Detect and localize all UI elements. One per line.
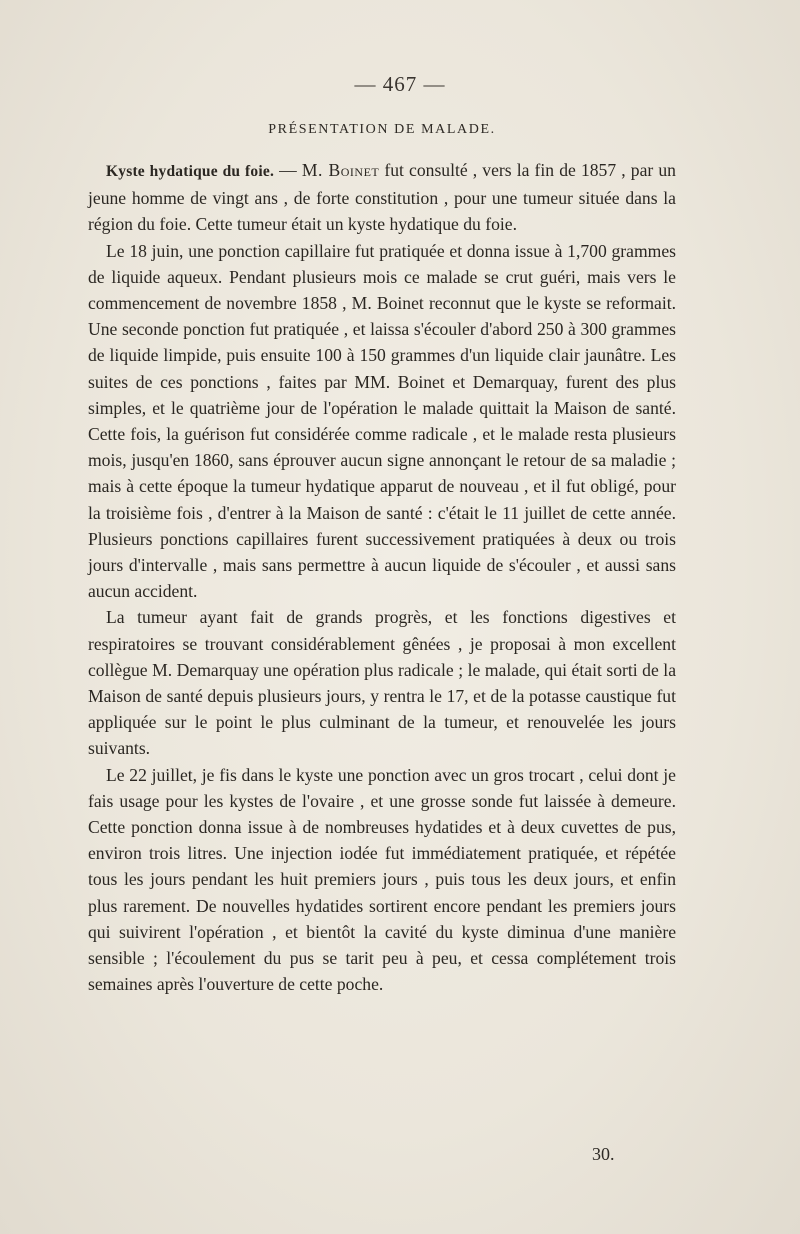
page-number: — 467 —: [354, 72, 446, 96]
lead-dash: —: [279, 160, 297, 180]
paragraph-3: La tumeur ayant fait de grands progrès, et les fonctions digestives et respiratoires se trouvant considérablement gênées , je proposai à mon excellent collègue M. Demarquay une opération plus radicale ; le malade, qui était sorti de la Maison de santé depuis plusieurs jours, y rentra le 17, et de la potasse caustique fut appliquée sur le point le plus culminant de la tumeur, et renouvelée les jours suivants.: [88, 607, 676, 759]
author-name: M. Boinet: [301, 160, 380, 180]
paragraph-2: Le 18 juin, une ponction capillaire fut pratiquée et donna issue à 1,700 grammes de liquide aqueux. Pendant plusieurs mois ce malade se crut guéri, mais vers le commencement de novembre 1858 , M. Boinet reconnut que le kyste se reformait. Une seconde ponction fut pratiquée , et laissa s'écouler d'abord 250 à 300 grammes de liquide limpide, puis ensuite 100 à 150 grammes d'un liquide clair jaunâtre. Les suites de ces ponctions , faites par MM. Boinet et Demarquay, furent des plus simples, et le quatrième jour de l'opération le malade quittait la Maison de santé. Cette fois, la guérison fut considérée comme radicale , et le malade resta plusieurs mois, jusqu'en 1860, sans éprouver aucun signe annonçant le retour de sa maladie ; mais à cette époque la tumeur hydatique apparut de nouveau , et il fut obligé, pour la troisième fois , d'entrer à la Maison de santé : c'était le 11 juillet de cette année. Plusieurs ponctions capillaires furent successivement pratiquées à deux ou trois jours d'intervalle , mais sans permettre à aucun liquide de s'écouler , et aussi sans aucun accident.: [88, 240, 676, 602]
paragraph-4: Le 22 juillet, je fis dans le kyste une ponction avec un gros trocart , celui dont je fais usage pour les kystes de l'ovaire , et une grosse sonde fut laissée à demeure. Cette ponction donna issue à de nombreuses hydatides et à deux cuvettes de pus, environ trois litres. Une injection iodée fut immédiatement pratiquée, et répétée tous les jours pendant les huit premiers jours , puis tous les deux jours, et enfin plus rarement. De nouvelles hydatides sortirent encore pendant les premiers jours qui suivirent l'opération , et bientôt la cavité du kyste diminua d'une manière sensible ; l'écoulement du pus se tarit peu à peu, et cessa complétement trois semaines après l'ouverture de cette poche.: [88, 764, 676, 995]
signature-mark: 30.: [592, 1144, 615, 1164]
paragraph-1-text: fut consulté , vers la fin de 1857 , par un jeune homme de vingt ans , de forte constitution , pour une tumeur située dans la région du foie. Cette tumeur était un kyste hydatique du foie.: [88, 160, 676, 235]
article-lead: Kyste hydatique du foie.: [106, 163, 275, 180]
article-body: [88, 157, 676, 998]
section-title: PRÉSENTATION DE MALADE.: [268, 122, 496, 137]
paragraph-1: [88, 157, 676, 238]
